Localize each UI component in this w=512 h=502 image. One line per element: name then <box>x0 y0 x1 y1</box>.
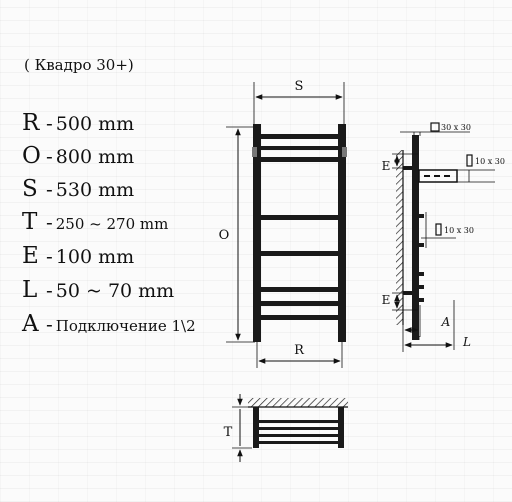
side-view <box>382 123 505 352</box>
param-s: S - 530 mm <box>22 176 135 202</box>
profile-upper-label: 10 x 30 <box>475 157 505 166</box>
top-view-shelf-1 <box>256 420 340 423</box>
profile-square-icon <box>431 123 439 131</box>
param-s-value: 530 mm <box>55 179 135 201</box>
side-rung-1 <box>419 214 424 218</box>
wall-hatch-horizontal <box>248 398 348 407</box>
top-view <box>224 394 348 462</box>
param-a-letter: A <box>22 311 39 337</box>
side-riser <box>412 135 419 340</box>
s-label: S <box>294 79 304 94</box>
param-t: T - 250 ~ 270 mm <box>22 209 169 235</box>
param-o: O - 800 mm <box>22 143 135 169</box>
rung-8 <box>258 315 341 320</box>
param-r-letter: R <box>22 110 40 136</box>
rung-6 <box>258 287 341 292</box>
side-rung-3 <box>419 272 424 276</box>
profile-rect-lower-icon <box>436 224 441 235</box>
model-title: ( Квадро 30+) <box>24 56 134 74</box>
param-l-value: 50 ~ 70 mm <box>55 280 175 302</box>
rung-7 <box>258 301 341 306</box>
param-t-letter: T <box>22 209 38 235</box>
profile-lower-label: 10 x 30 <box>444 226 474 235</box>
profile-top-label: 30 x 30 <box>441 123 471 132</box>
front-view <box>219 79 347 368</box>
param-e-letter: E <box>22 243 39 269</box>
param-l-letter: L <box>22 277 38 303</box>
e-upper-label: E <box>381 159 391 173</box>
a-label: A <box>441 315 451 329</box>
top-view-shelf-3 <box>256 434 340 437</box>
param-l: L - 50 ~ 70 mm <box>22 277 175 303</box>
rung-3 <box>258 157 341 162</box>
side-rung-2 <box>419 243 424 247</box>
profile-rect-upper-icon <box>467 155 472 166</box>
param-e: E - 100 mm <box>22 243 135 269</box>
rung-4 <box>258 215 341 220</box>
param-a-value: Подключение 1\2 <box>55 317 196 335</box>
side-rung-4 <box>419 285 424 289</box>
t-label: T <box>223 425 233 440</box>
param-r-value: 500 mm <box>55 113 135 135</box>
rung-1 <box>258 134 341 139</box>
o-label: O <box>218 228 230 243</box>
param-t-value: 250 ~ 270 mm <box>55 215 169 233</box>
left-connector <box>252 147 257 157</box>
rung-2 <box>258 146 341 150</box>
param-e-value: 100 mm <box>55 246 135 268</box>
top-view-shelf-2 <box>256 427 340 430</box>
param-s-letter: S <box>22 176 38 202</box>
r-label: R <box>294 343 304 358</box>
side-rung-5 <box>419 298 424 302</box>
param-o-value: 800 mm <box>55 146 135 168</box>
right-connector <box>342 147 347 157</box>
top-view-shelf-4 <box>256 441 340 444</box>
rung-5 <box>258 251 341 256</box>
param-a: A - Подключение 1\2 <box>22 311 196 337</box>
param-r: R - 500 mm <box>22 110 135 136</box>
param-o-letter: O <box>22 143 41 169</box>
l-label: L <box>463 335 471 349</box>
e-lower-label: E <box>381 293 391 307</box>
